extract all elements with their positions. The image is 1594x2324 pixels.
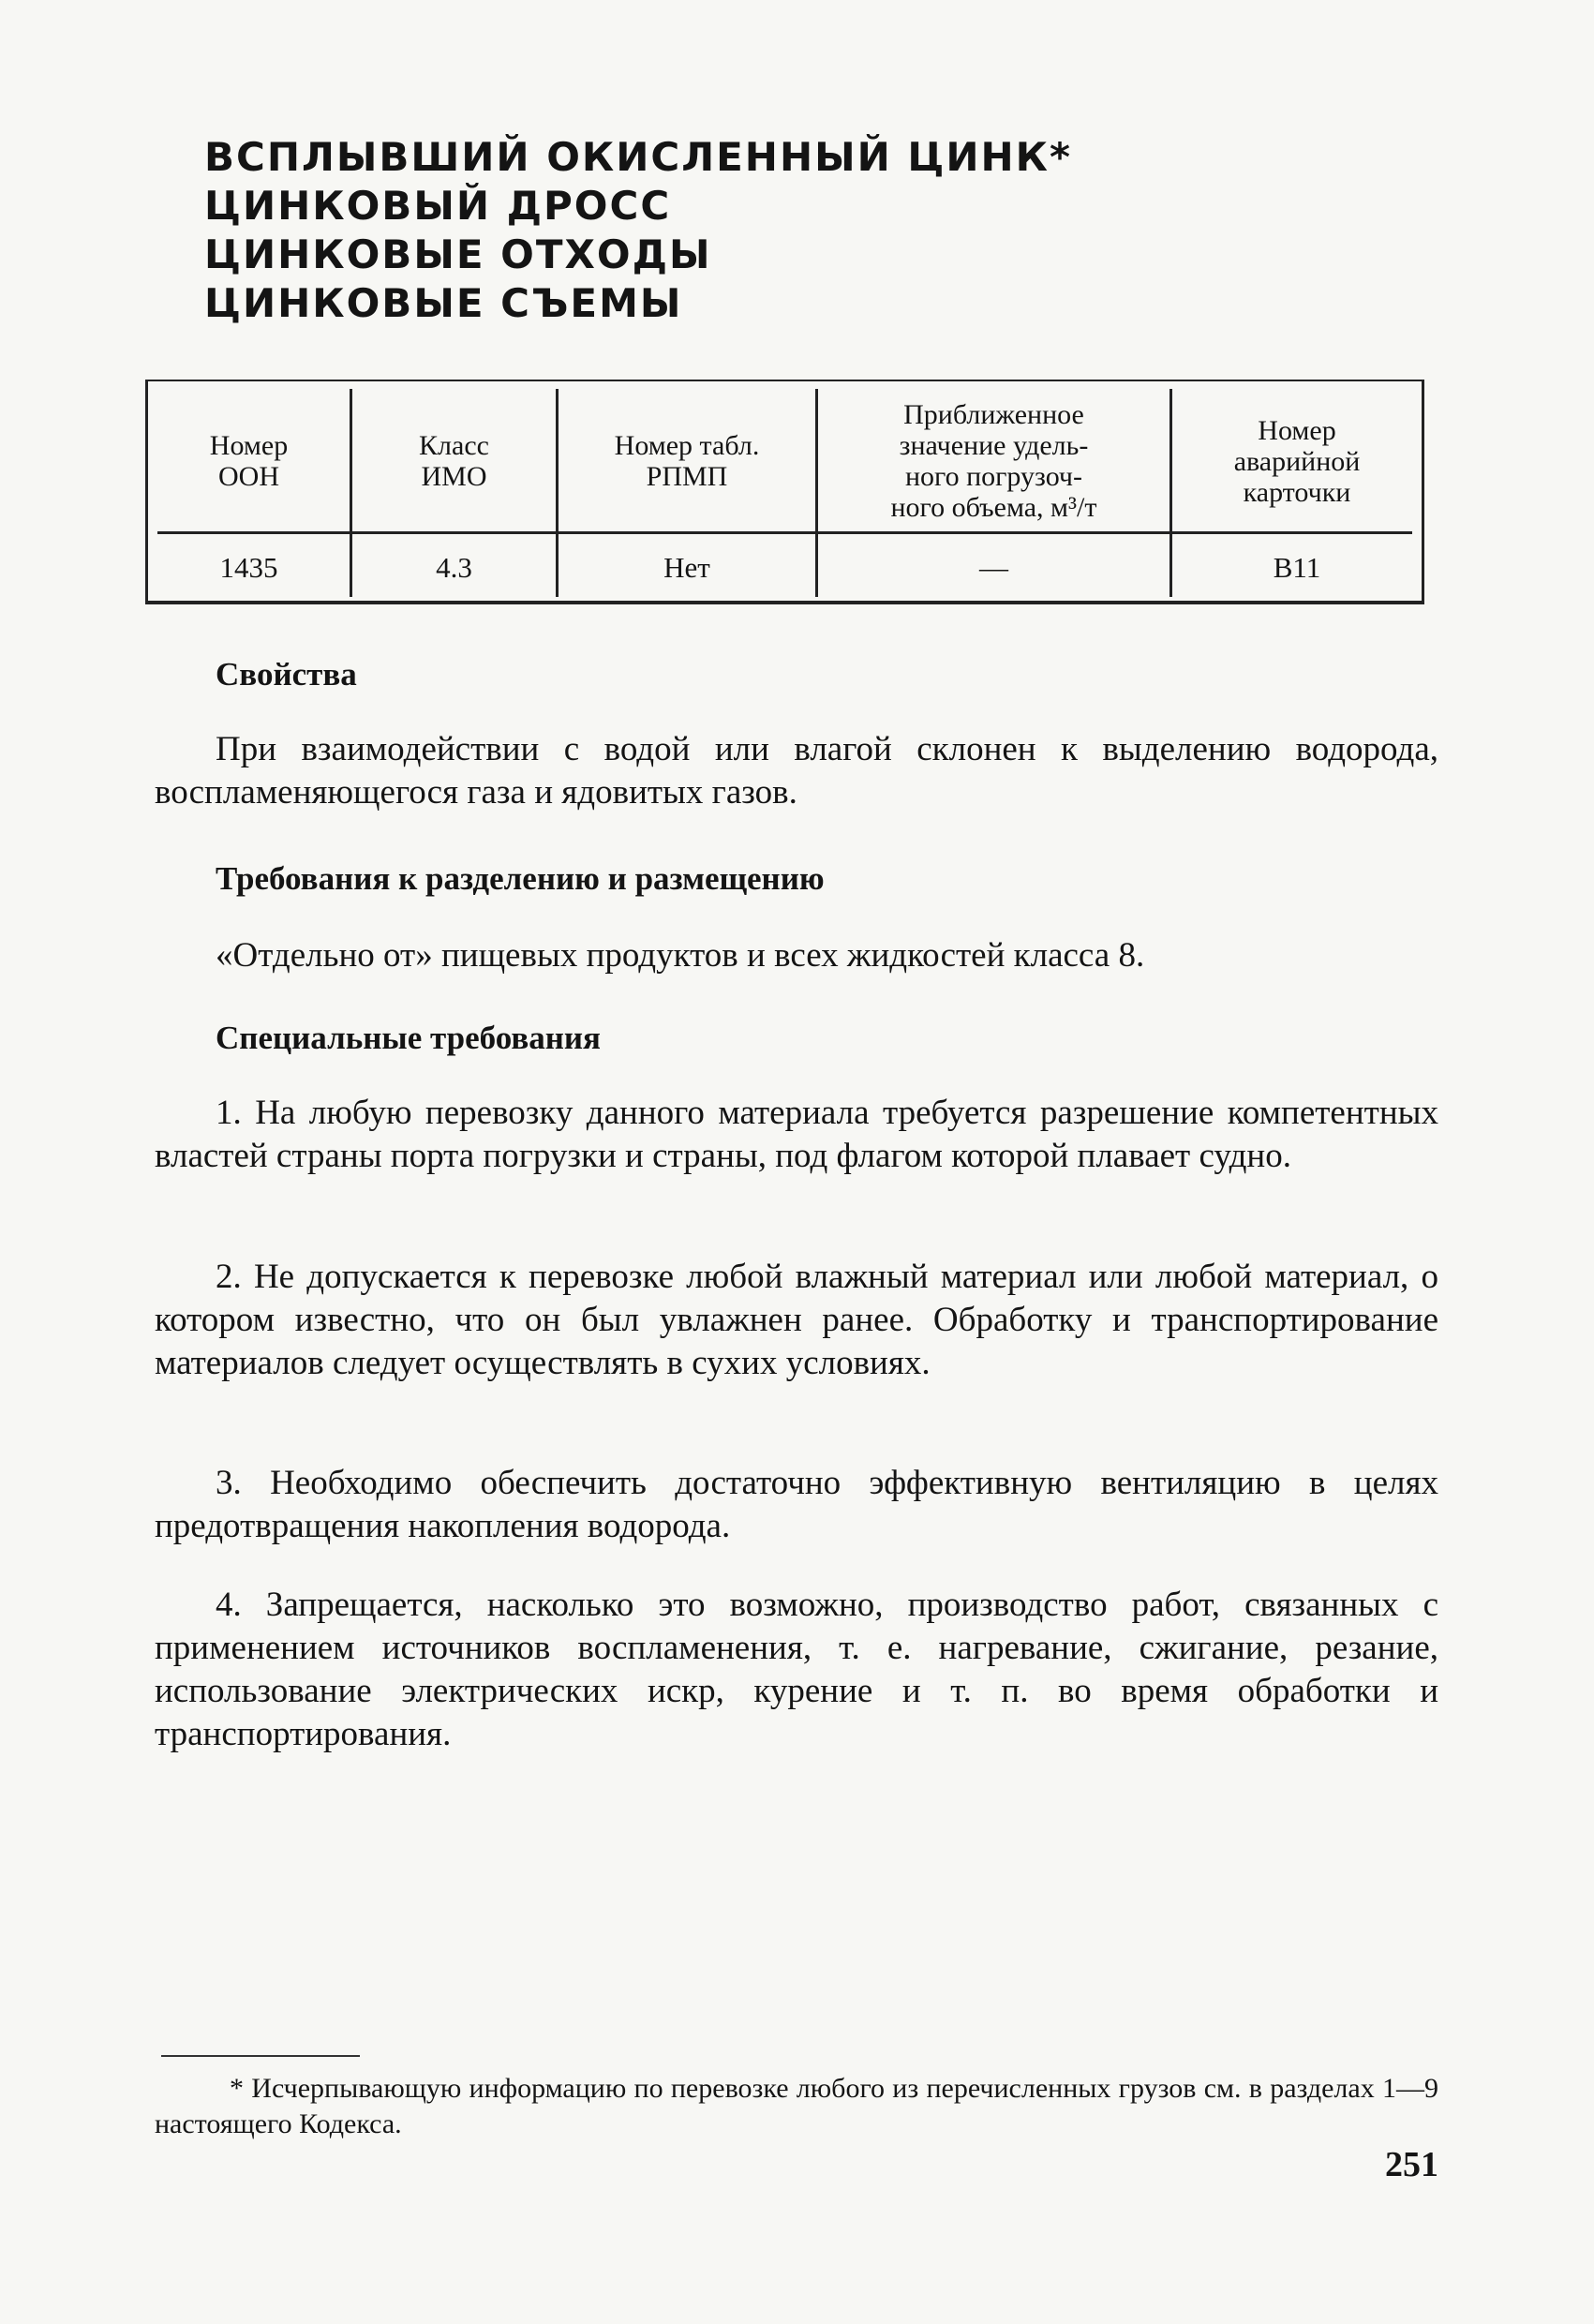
heading-special-requirements: Специальные требования bbox=[216, 1020, 601, 1056]
header-text: РПМП bbox=[646, 461, 728, 492]
header-text: ООН bbox=[218, 461, 279, 492]
properties-text: При взаимодействии с водой или влагой склонен к выделению водорода, воспламеняющегося газа и ядовитых газов. bbox=[155, 730, 1438, 812]
page-number: 251 bbox=[1385, 2145, 1438, 2184]
header-text: ного погрузоч- bbox=[904, 461, 1083, 492]
cell-emergency-card: B11 bbox=[1273, 550, 1321, 584]
header-text: ного объема, м³/т bbox=[890, 492, 1097, 523]
header-text: Приближенное bbox=[903, 399, 1084, 430]
cell-table-number: Нет bbox=[663, 550, 710, 584]
title-line-4: ЦИНКОВЫЕ СЪЕМЫ bbox=[204, 280, 683, 326]
header-un-number bbox=[148, 391, 350, 531]
header-stowage-factor bbox=[818, 391, 1169, 531]
title-block bbox=[204, 133, 1072, 328]
special-item-1: 1. На любую перевозку данного материала требуется разрешение компетентных властей страны порта погрузки и страны, под флагом которой плавает судно. bbox=[155, 1094, 1438, 1175]
special-item-2: 2. Не допускается к перевозке любой влажный материал или любой материал, о котором известно, что он был увлажнен ранее. Обработку и транспортирование материалов следует осуществлять в сухих условиях. bbox=[155, 1258, 1438, 1382]
title-line-2: ЦИНКОВЫЙ ДРОСС bbox=[204, 183, 672, 229]
cargo-data-table bbox=[145, 380, 1424, 604]
header-text: значение удель- bbox=[899, 430, 1089, 461]
header-imo-class bbox=[352, 391, 556, 531]
separation-text: «Отдельно от» пищевых продуктов и всех жидкостей класса 8. bbox=[216, 936, 1145, 975]
footnote: * Исчерпывающую информацию по перевозке любого из перечисленных грузов см. в разделах 1—9 настоящего Кодекса. bbox=[155, 2073, 1438, 2139]
heading-separation: Требования к разделению и размещению bbox=[216, 860, 825, 897]
header-text: карточки bbox=[1243, 476, 1351, 508]
title-line-3: ЦИНКОВЫЕ ОТХОДЫ bbox=[204, 231, 712, 277]
header-text: Класс bbox=[419, 430, 489, 461]
special-item-3: 3. Необходимо обеспечить достаточно эффективную вентиляцию в целях предотвращения накопления водорода. bbox=[155, 1464, 1438, 1545]
cell-imo-class: 4.3 bbox=[436, 550, 472, 584]
header-table-number bbox=[559, 391, 815, 531]
cell-un-number: 1435 bbox=[219, 550, 278, 584]
header-text: Номер bbox=[1258, 414, 1336, 446]
footnote-rule bbox=[161, 2055, 360, 2057]
header-emergency-card bbox=[1172, 391, 1422, 531]
header-text: аварийной bbox=[1233, 445, 1361, 477]
header-text: Номер bbox=[209, 430, 289, 461]
header-text: ИМО bbox=[421, 461, 487, 492]
special-item-4: 4. Запрещается, насколько это возможно, производство работ, связанных с применением источников воспламенения, т. е. нагревание, сжигание, резание, использование электрических искр, курение и т. п. во время обработки и транспортирования. bbox=[155, 1586, 1438, 1753]
header-rule bbox=[157, 531, 1412, 534]
header-text: Номер табл. bbox=[614, 430, 760, 461]
heading-properties: Свойства bbox=[216, 656, 357, 693]
title-line-1: ВСПЛЫВШИЙ ОКИСЛЕННЫЙ ЦИНК* bbox=[204, 134, 1072, 180]
cell-stowage-factor: — bbox=[979, 550, 1008, 584]
